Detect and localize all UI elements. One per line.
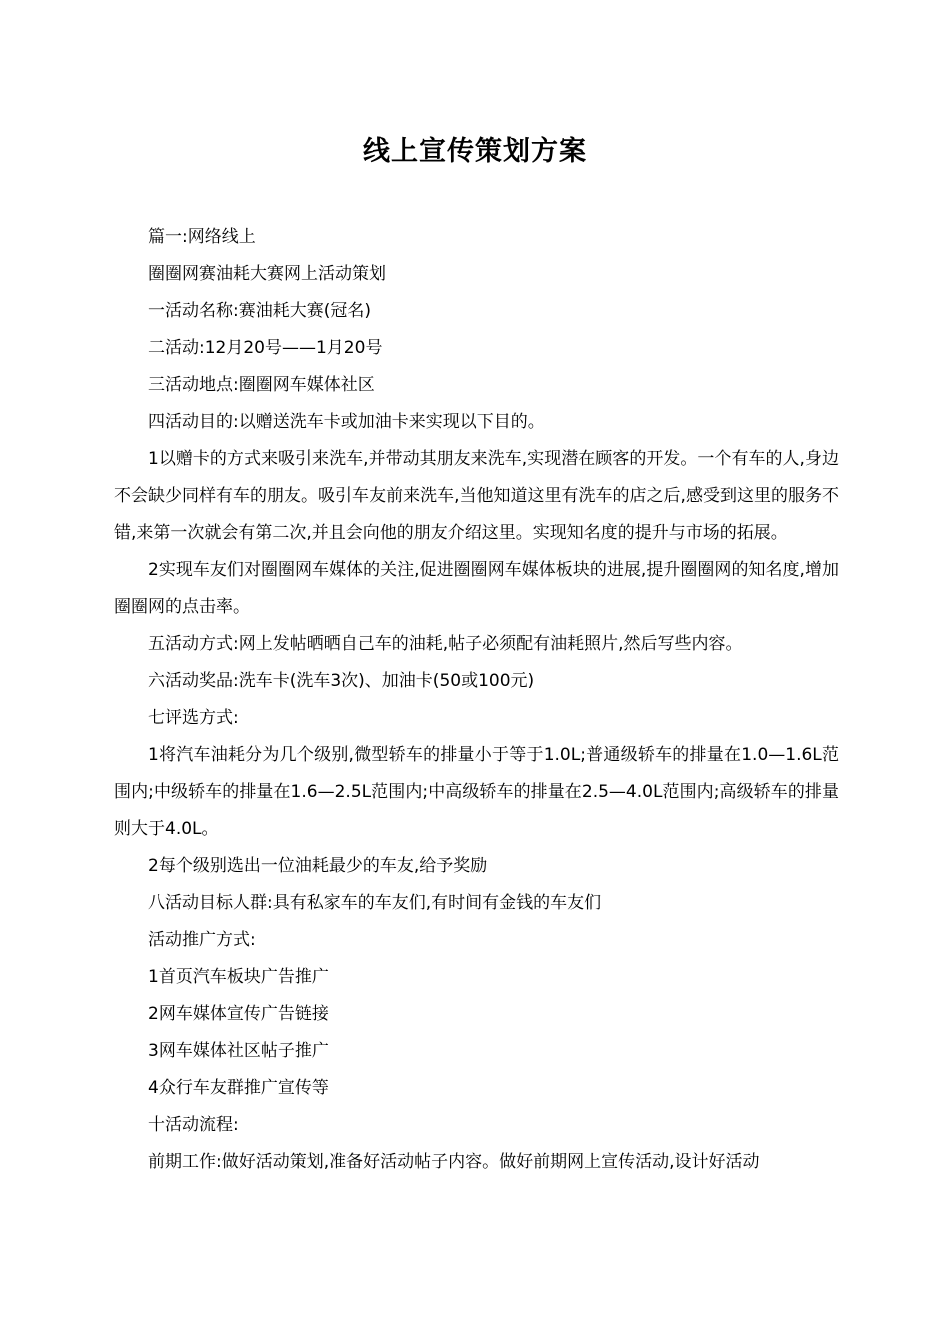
paragraph-promotion-1: 1首页汽车板块广告推广 (148, 967, 329, 987)
paragraph-target-audience: 八活动目标人群:具有私家车的车友们,有时间有金钱的车友们 (148, 893, 602, 913)
paragraph-preparation: 前期工作:做好活动策划,准备好活动帖子内容。做好前期网上宣传活动,设计好活动 (148, 1152, 760, 1172)
document-body (114, 219, 839, 1181)
paragraph-purpose-2: 2实现车友们对圈圈网车媒体的关注,促进圈圈网车媒体板块的进展,提升圈圈网的知名度,增加圈圈网的点击率。 (114, 560, 839, 617)
paragraph-selection-method: 七评选方式: (148, 708, 239, 728)
document-title: 线上宣传策划方案 (363, 136, 587, 167)
paragraph-promotion-methods: 活动推广方式: (148, 930, 256, 950)
paragraph-activity-time: 二活动:12月20号——1月20号 (148, 338, 383, 358)
paragraph-activity-purpose: 四活动目的:以赠送洗车卡或加油卡来实现以下目的。 (148, 412, 545, 432)
paragraph-promotion-3: 3网车媒体社区帖子推广 (148, 1041, 329, 1061)
paragraph-activity-location: 三活动地点:圈圈网车媒体社区 (148, 375, 375, 395)
paragraph-activity-flow: 十活动流程: (148, 1115, 239, 1135)
paragraph-selection-2: 2每个级别选出一位油耗最少的车友,给予奖励 (148, 856, 488, 876)
paragraph-activity-method: 五活动方式:网上发帖晒晒自己车的油耗,帖子必须配有油耗照片,然后写些内容。 (148, 634, 743, 654)
paragraph-selection-1: 1将汽车油耗分为几个级别,微型轿车的排量小于等于1.0L;普通级轿车的排量在1.0—1.6L范围内;中级轿车的排量在1.6—2.5L范围内;中高级轿车的排量在2.5—4.0L范围内;高级轿车的排量则大于4.0L。 (114, 745, 839, 839)
paragraph-promotion-2: 2网车媒体宣传广告链接 (148, 1004, 329, 1024)
paragraph-section-heading: 篇一:网络线上 (148, 227, 256, 247)
paragraph-plan-title: 圈圈网赛油耗大赛网上活动策划 (148, 264, 386, 284)
paragraph-promotion-4: 4众行车友群推广宣传等 (148, 1078, 329, 1098)
paragraph-purpose-1: 1以赠卡的方式来吸引来洗车,并带动其朋友来洗车,实现潜在顾客的开发。一个有车的人,身边不会缺少同样有车的朋友。吸引车友前来洗车,当他知道这里有洗车的店之后,感受到这里的服务不错,来第一次就会有第二次,并且会向他的朋友介绍这里。实现知名度的提升与市场的拓展。 (114, 449, 839, 543)
paragraph-activity-prizes: 六活动奖品:洗车卡(洗车3次)、加油卡(50或100元) (148, 671, 535, 691)
paragraph-activity-name: 一活动名称:赛油耗大赛(冠名) (148, 301, 371, 321)
